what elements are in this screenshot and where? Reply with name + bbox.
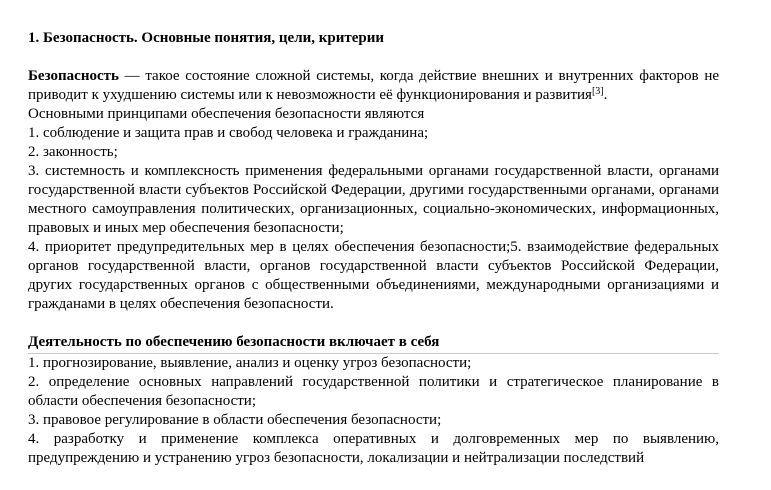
definition-dash: — xyxy=(118,68,146,84)
footnote-ref-link[interactable]: [3] xyxy=(591,86,604,97)
activity-item-4: 4. разработку и применение комплекса оперативных и долговременных мер по выявлению, предупреждению и устранению угроз безопасности, локализации и нейтрализации последствий xyxy=(28,431,719,466)
principle-item-1: 1. соблюдение и защита прав и свобод человека и гражданина; xyxy=(28,125,429,141)
activity-item-2: 2. определение основных направлений государственной политики и стратегическое планирование в области обеспечения безопасности; xyxy=(28,374,719,409)
spacer xyxy=(28,48,719,67)
principle-item-4: 4. приоритет предупредительных мер в целях обеспечения безопасности;5. взаимодействие федеральных органов государственной власти, органов государственной власти субъектов Российской Федерации, других государственных органов с общественными объединениями, международными организациями и гражданами в целях обеспечения безопасности. xyxy=(28,239,719,312)
spacer xyxy=(28,314,719,333)
activity-item-1: 1. прогнозирование, выявление, анализ и оценку угроз безопасности; xyxy=(28,355,472,371)
document-page xyxy=(28,29,719,468)
section-1-title: 1. Безопасность. Основные понятия, цели, критерии xyxy=(28,30,385,46)
security-definition xyxy=(28,67,719,105)
definition-end: . xyxy=(603,87,608,103)
section-2-title: Деятельность по обеспечению безопасности включает в себя xyxy=(28,333,719,354)
definition-term: Безопасность xyxy=(28,68,119,84)
principle-item-3: 3. системность и комплексность применения федеральными органами государственной власти, органами государственной власти субъектов Российской Федерации, другими государственными органами, органами местного самоуправления политических, организационных, социально-экономических, информационных, правовых и иных мер обеспечения безопасности; xyxy=(28,163,719,236)
definition-text: такое состояние сложной системы, когда действие внешних и внутренних факторов не приводит к ухудшению системы или к невозможности её функционирования и развития xyxy=(28,68,720,103)
principles-intro: Основными принципами обеспечения безопасности являются xyxy=(28,106,425,122)
principle-item-2: 2. законность; xyxy=(28,144,118,160)
activity-item-3: 3. правовое регулирование в области обеспечения безопасности; xyxy=(28,412,442,428)
